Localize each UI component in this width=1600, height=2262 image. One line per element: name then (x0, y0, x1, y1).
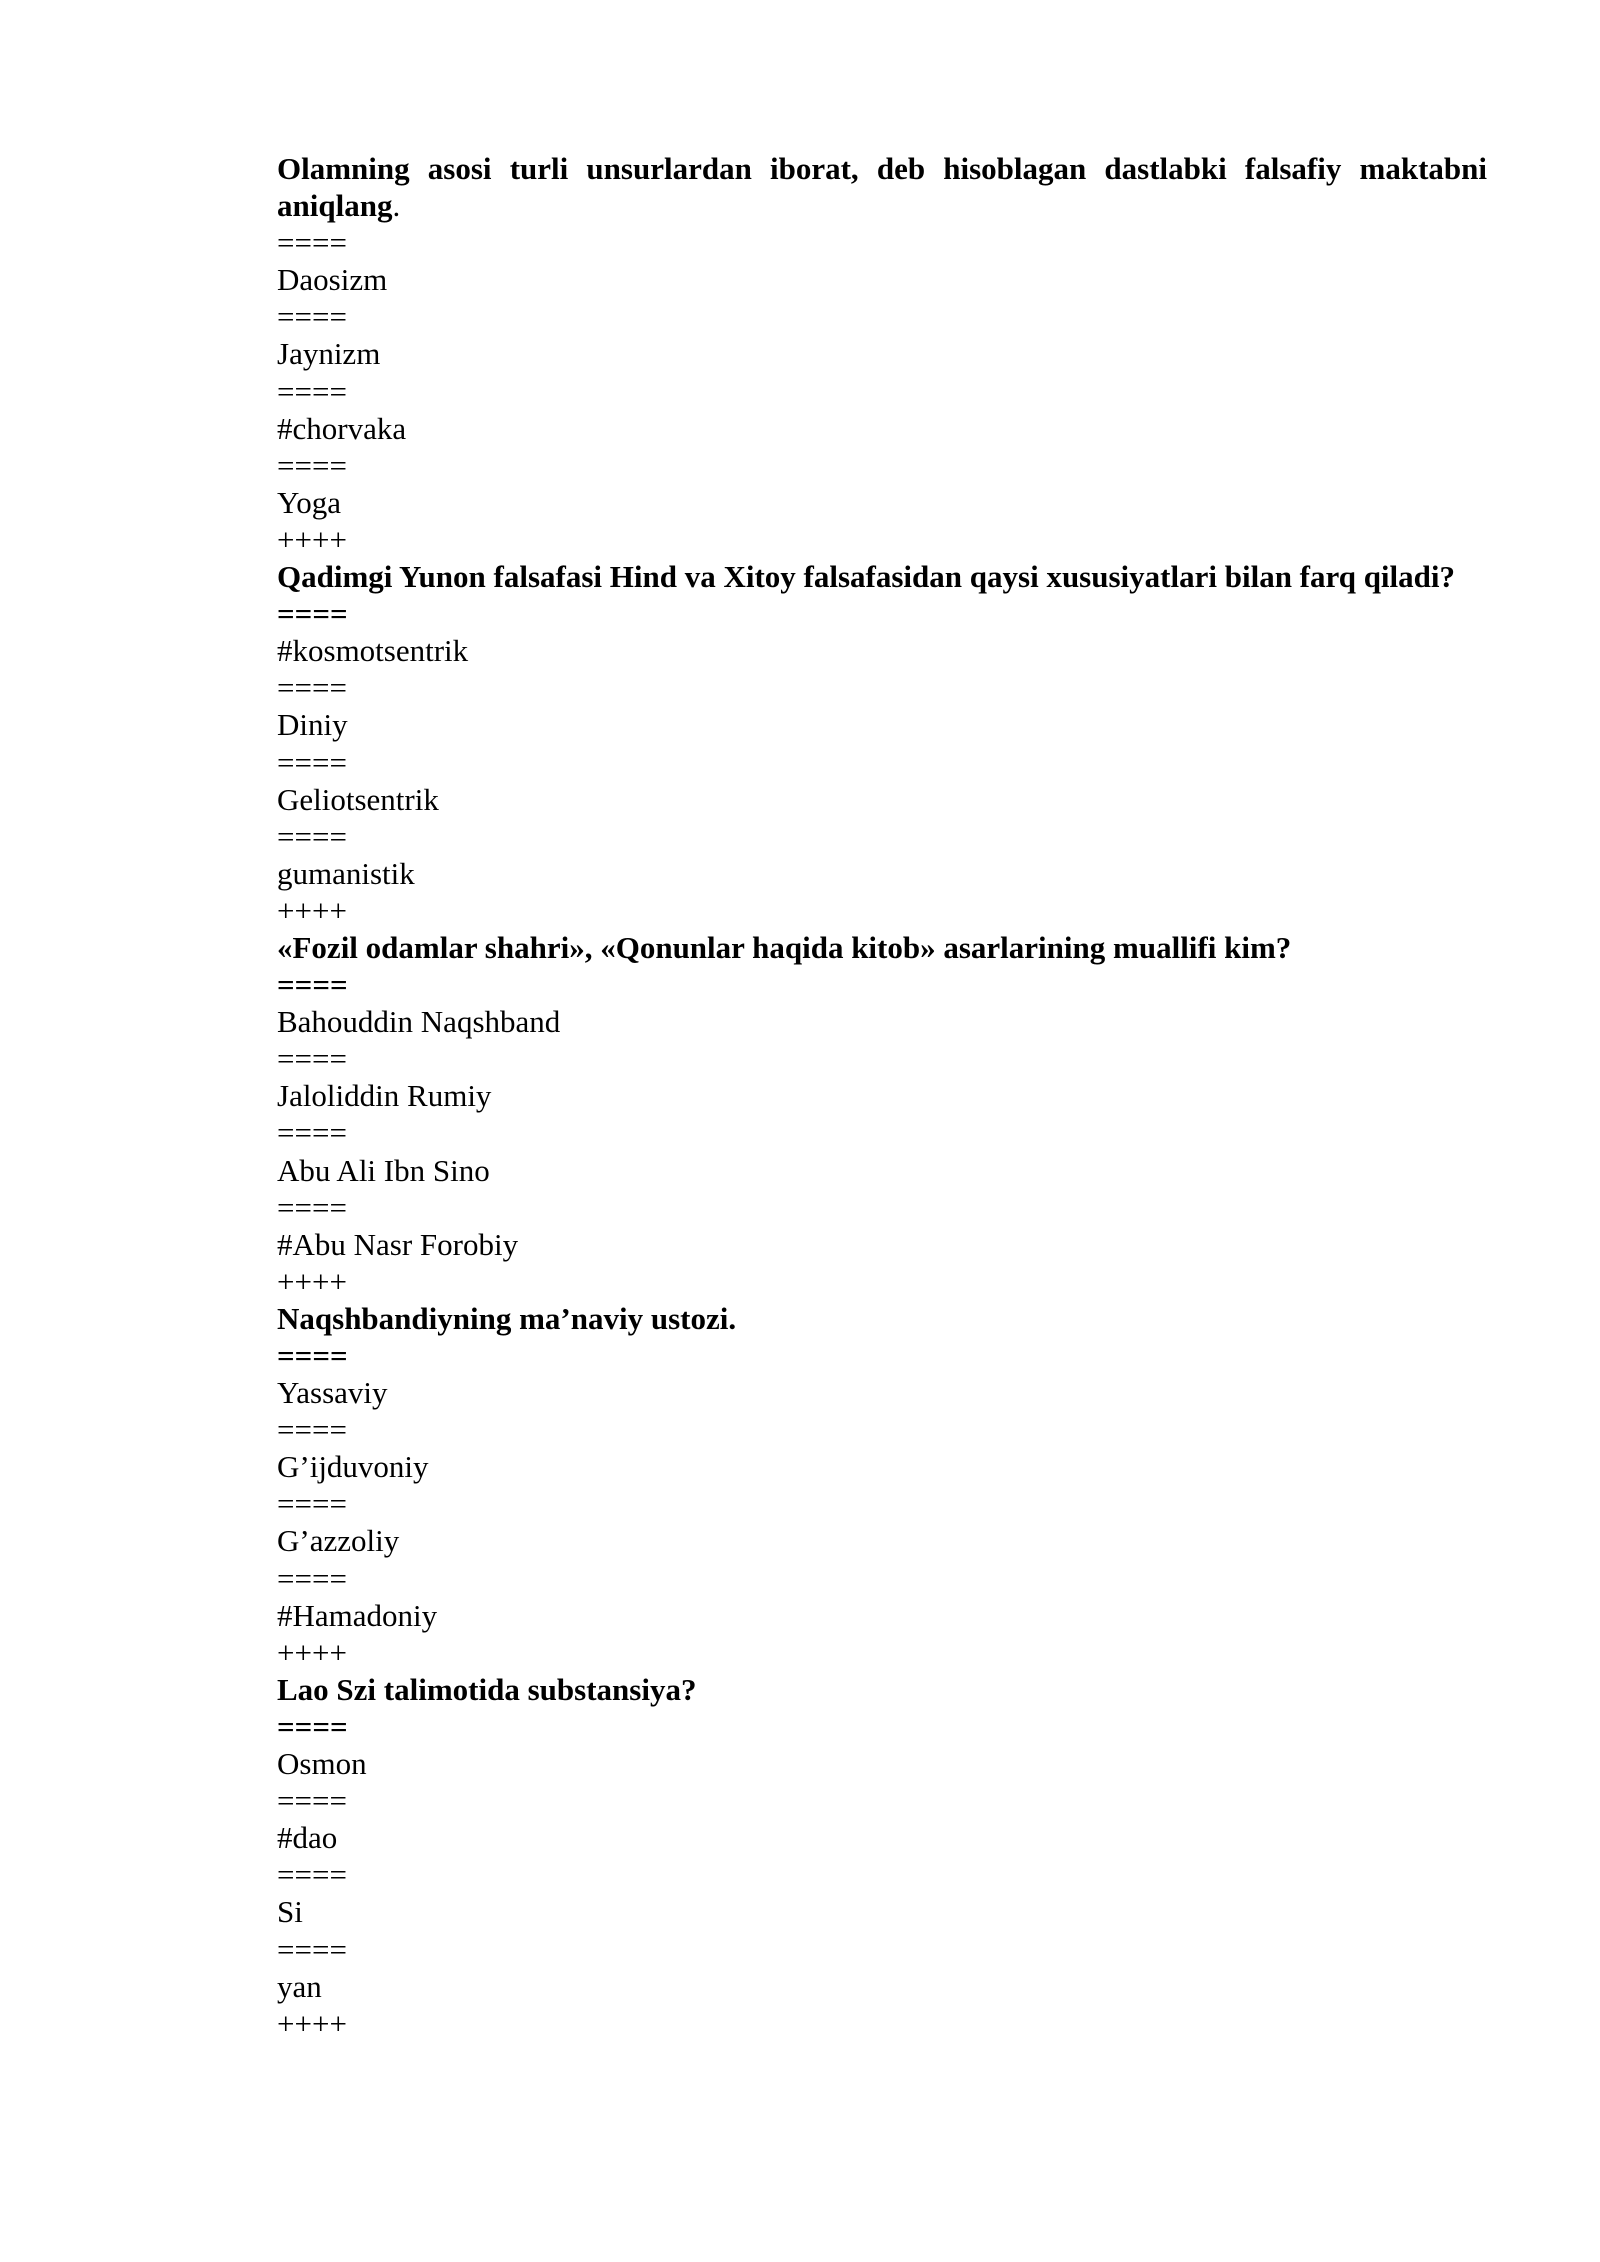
separator: ==== (277, 1115, 347, 1151)
option-4c: G’azzoliy (277, 1523, 400, 1559)
question-1 (277, 150, 1487, 224)
separator: ==== (277, 1189, 347, 1225)
option-2b: Diniy (277, 707, 348, 743)
option-5c: Si (277, 1894, 303, 1930)
separator: ==== (277, 1931, 347, 1967)
option-3a: Bahouddin Naqshband (277, 1004, 561, 1040)
separator: ==== (277, 373, 347, 409)
separator: ==== (277, 447, 347, 483)
end-marker: ++++ (277, 2005, 347, 2041)
separator: ==== (277, 1708, 348, 1744)
question-1-end: . (392, 188, 401, 224)
option-4b: G’ijduvoniy (277, 1449, 429, 1485)
separator: ==== (277, 1338, 348, 1373)
option-1c: #chorvaka (277, 410, 407, 446)
option-5b: #dao (277, 1820, 338, 1856)
separator: ==== (277, 744, 347, 780)
option-3c: Abu Ali Ibn Sino (277, 1152, 490, 1188)
option-5d: yan (277, 1968, 322, 2004)
option-2a: #kosmotsentrik (277, 633, 469, 669)
option-5a: Osmon (277, 1746, 367, 1782)
question-2: Qadimgi Yunon falsafasi Hind va Xitoy falsafasidan qaysi xususiyatlari bilan farq qiladi? (277, 559, 1456, 595)
separator: ==== (277, 670, 347, 706)
separator: ==== (277, 596, 348, 632)
separator: ==== (277, 1560, 347, 1596)
separator: ==== (277, 818, 347, 854)
separator: ==== (277, 225, 347, 261)
question-5: Lao Szi talimotida substansiya? (277, 1671, 697, 1707)
end-marker: ++++ (277, 1263, 347, 1299)
option-4d: #Hamadoniy (277, 1597, 438, 1633)
end-marker: ++++ (277, 892, 347, 928)
option-2c: Geliotsentrik (277, 781, 439, 817)
separator: ==== (277, 1041, 347, 1077)
option-1a: Daosizm (277, 262, 388, 298)
question-4: Naqshbandiyning ma’naviy ustozi. (277, 1300, 737, 1336)
separator: ==== (277, 299, 347, 335)
end-marker: ++++ (277, 521, 347, 557)
question-3: «Fozil odamlar shahri», «Qonunlar haqida kitob» asarlarining muallifi kim? (277, 929, 1292, 965)
option-1d: Yoga (277, 484, 342, 520)
end-marker: ++++ (277, 1634, 347, 1670)
option-2d: gumanistik (277, 855, 415, 891)
separator: ==== (277, 1412, 347, 1448)
document-page (277, 150, 1487, 2042)
option-3b: Jaloliddin Rumiy (277, 1078, 492, 1114)
question-1-text: Olamning asosi turli unsurlardan iborat, deb hisoblagan dastlabki falsafiy maktabni aniqlang (277, 151, 1487, 224)
separator: ==== (277, 1783, 347, 1819)
separator: ==== (277, 1857, 347, 1893)
option-1b: Jaynizm (277, 336, 381, 372)
option-3d: #Abu Nasr Forobiy (277, 1226, 519, 1262)
option-4a: Yassaviy (277, 1375, 388, 1411)
separator: ==== (277, 967, 348, 1003)
separator: ==== (277, 1486, 347, 1522)
